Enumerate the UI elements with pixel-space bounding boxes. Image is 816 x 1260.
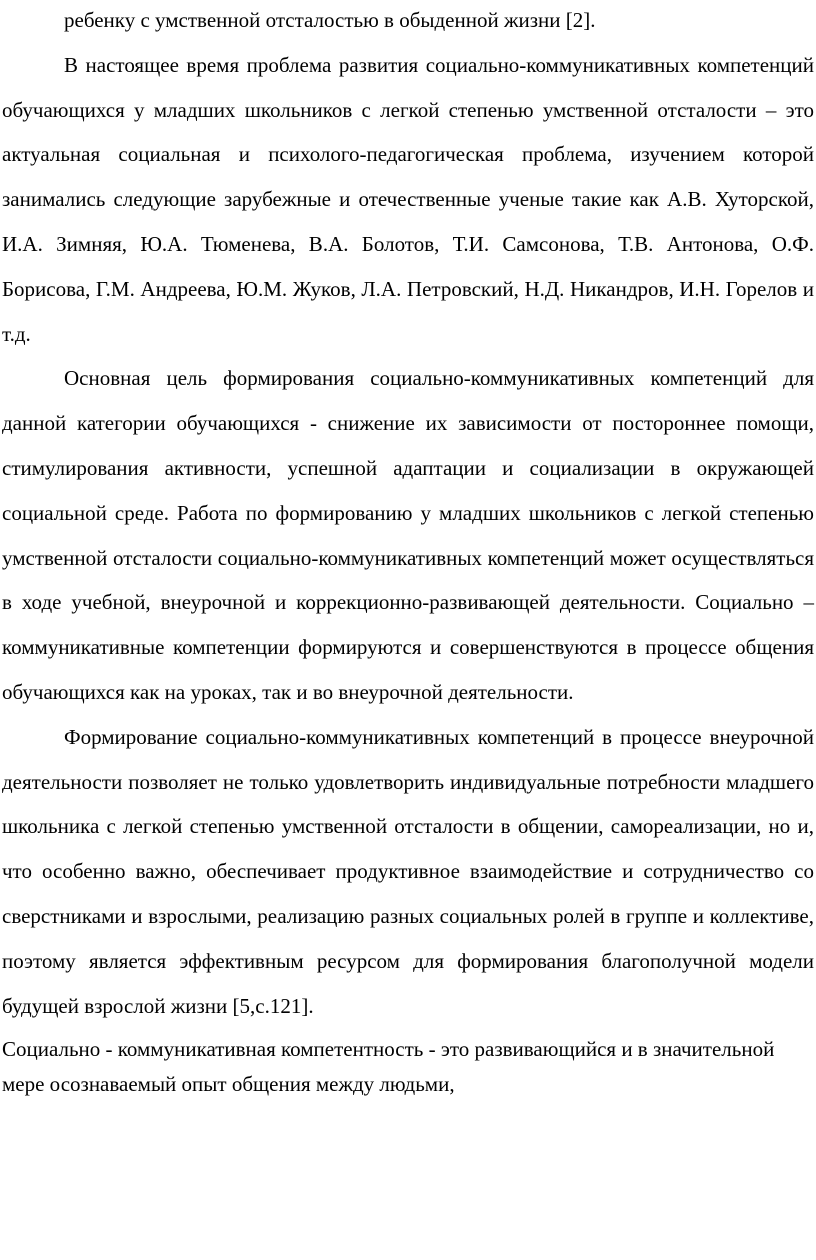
paragraph-extracurricular: Формирование социально-коммуникативных компетенций в процессе внеурочной деятельности позволяет не только удовлетворить индивидуальные потребности младшего школьника с легкой степенью умственной отсталости в общении, самореализации, но и, что особенно важно, обеспечивает продуктивное взаимодействие и сотрудничество со сверстниками и взрослыми, реализацию разных социальных ролей в группе и коллективе, поэтому является эффективным ресурсом для формирования благополучной модели будущей взрослой жизни [5,с.121]. <box>2 724 814 1018</box>
paragraph-researchers: В настоящее время проблема развития социально-коммуникативных компетенций обучающихся у младших школьников с легкой степенью умственной отсталости – это актуальная социальная и психолого-педагогическая проблема, изучением которой занимались следующие зарубежные и отечественные ученые такие как А.В. Хуторской, И.А. Зимняя, Ю.А. Тюменева, В.А. Болотов, Т.И. Самсонова, Т.В. Антонова, О.Ф. Борисова, Г.М. Андреева, Ю.М. Жуков, Л.А. Петровский, Н.Д. Никандров, И.Н. Горелов и т.д. <box>2 52 814 346</box>
paragraph-main-goal: Основная цель формирования социально-коммуникативных компетенций для данной категории обучающихся - снижение их зависимости от постороннее помощи, стимулирования активности, успешной адаптации и социализации в окружающей социальной среде. Работа по формированию у младших школьников с легкой степенью умственной отсталости социально-коммуникативных компетенций может осуществляться в ходе учебной, внеурочной и коррекционно-развивающей деятельности. Социально – коммуникативные компетенции формируются и совершенствуются в процессе общения обучающихся как на уроках, так и во внеурочной деятельности. <box>2 366 814 704</box>
paragraph-continuation: ребенку с умственной отсталостью в обыденной жизни [2]. <box>64 8 596 32</box>
paragraph-definition: Социально - коммуникативная компетентность - это развивающийся и в значительной мере осознаваемый опыт общения между людьми, <box>2 1037 775 1097</box>
document-page <box>2 0 814 1102</box>
